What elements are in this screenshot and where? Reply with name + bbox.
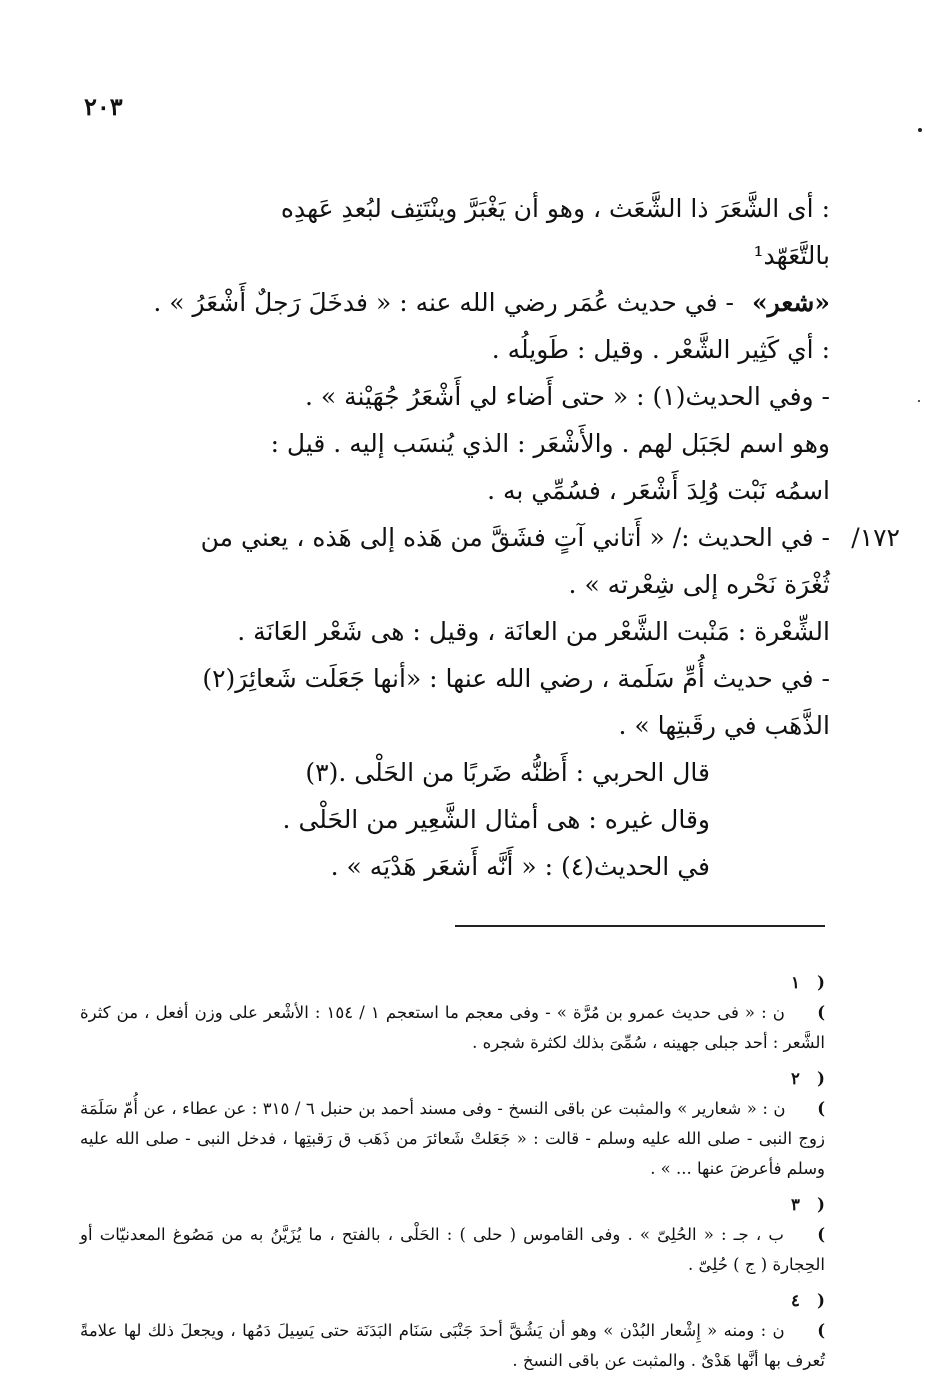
text-line-8 [80,514,900,561]
scan-speck [918,128,922,132]
footnote-3 [80,1190,825,1280]
footnote-1 [80,968,825,1058]
text-line-1: : أى الشَّعَرَ ذا الشَّعَث ، وهو أن يَغْبَرَّ وينْتَتِف لبُعدِ عَهدِه [280,194,830,223]
footnote-text: ن : « فى حديث عمرو بن مُرَّة » - وفى معجم ما استعجم ١ / ١٥٤ : الأشْعر على وزن أفعل ، من كثرة الشَّعر : أحد جبلى جهينه ، سُمِّىَ بذلك لكثرة شجره . [80,1003,825,1052]
text-line-14: وقال غيره : هى أمثال الشَّعِير من الحَلْى . [282,805,710,834]
margin-reference: ١٧٢/ [851,523,900,552]
text-line-5: - وفي الحديث(١) : « حتى أَضاء لي أَشْعَرُ جُهَيْنة » . [304,382,830,411]
text-line-3: - في حديث عُمَر رضي الله عنه : « فدخَلَ رَجلٌ أَشْعَرُ » . [153,288,734,317]
text-line-2: بالتَّعَهّد¹ [753,241,830,270]
footnote-number: ( ٣ ) [791,1195,825,1244]
text-line-15: في الحديث(٤) : « أَنَّه أَشعَر هَدْيَه » . [330,852,710,881]
main-text [80,185,900,890]
text-line-6: وهو اسم لجَبَل لهم . والأَشْعَر : الذي يُنسَب إليه . قيل : [270,429,830,458]
footnote-text: ن : « شعارير » والمثبت عن باقى النسخ - وفى مسند أحمد بن حنبل ٦ / ٣١٥ : عن عطاء ، عن أُمّ سَلَمَة زوج النبى - صلى الله عليه وسلم - قالت : « جَعَلتْ شَعائرَ من ذَهَب ق رَقبتِها ، فدخل النبى - صلى الله عليه وسلم فأعرضَ عنها ... » . [80,1099,825,1178]
footnote-number: ( ٢ ) [791,1069,825,1118]
text-line-10: الشِّعْرة : مَنْبت الشَّعْر من العانَة ، وقيل : هى شَعْر العَانَة . [237,617,830,646]
text-line-11: - في حديث أُمِّ سَلَمة ، رضي الله عنها : «أنها جَعَلَت شَعائِرَ(٢) [202,664,830,693]
footnote-divider [455,925,825,927]
footnote-text: ن : ومنه « إِشْعار البُدْن » وهو أن يَشُقَّ أحدَ جَنْبَى سَنَام البَدَنَة حتى يَسِيلَ دَمُها ، ويجعلَ ذلك لها علامةً تُعرف بها أنَّها هَدْىٌ . والمثبت عن باقى النسخ . [80,1321,825,1370]
text-line-4: : أي كَثِير الشَّعْر . وقيل : طَويلُه . [491,335,830,364]
footnote-number: ( ٤ ) [791,1291,825,1340]
text-line-13: قال الحربي : أَظنُّه ضَربًا من الحَلْى .(٣) [305,758,710,787]
text-line-7: اسمُه نَبْت وُلِدَ أَشْعَر ، فسُمِّي به . [487,476,830,505]
text-line-8-content: - في الحديث :/ « أَتاني آتٍ فشَقَّ من هَذه إلى هَذه ، يعني من [200,523,830,552]
scan-speck [918,400,920,402]
footnote-number: ( ١ ) [791,973,825,1022]
footnotes [80,968,825,1382]
entry-line [80,279,830,326]
entry-headword: «شعر» [751,288,830,317]
footnote-4 [80,1286,825,1376]
text-line-12: الذَّهَب في رقَبتِها » . [618,711,830,740]
footnote-2 [80,1064,825,1184]
page-number: ٢٠٣ [84,92,123,121]
text-line-9: ثُغْرَة نَحْره إلى شِعْرته » . [568,570,830,599]
footnote-text: ب ، جـ : « الحُلِىّ » . وفى القاموس ( حلى ) : الحَلْى ، بالفتح ، ما يُزَيَّنُ به من مَصُوغ المعدنيّات أو الحِجارة ( ج ) حُلِىّ . [80,1225,825,1274]
